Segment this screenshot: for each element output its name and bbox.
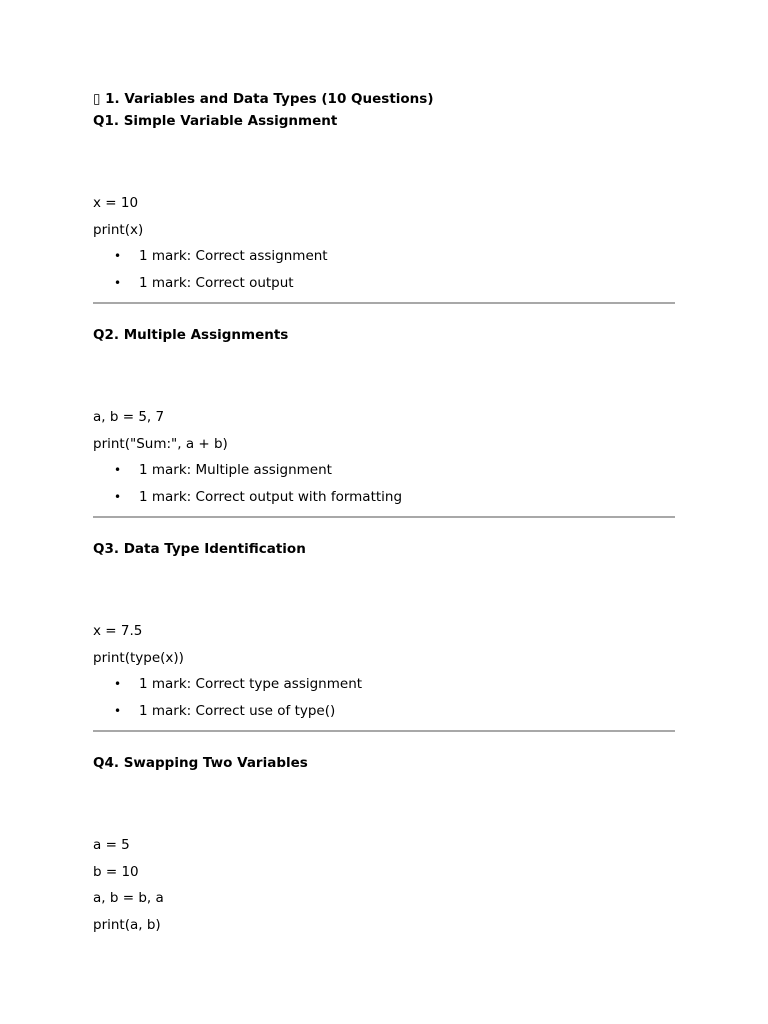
marks-list: [93, 243, 675, 296]
mark-item: [93, 243, 675, 270]
spacer: [93, 560, 675, 618]
marks-list: [93, 457, 675, 510]
horizontal-divider: [93, 302, 675, 304]
mark-text: 1 mark: Correct use of type(): [139, 702, 336, 719]
code-line: b = 10: [93, 863, 139, 880]
horizontal-divider: [93, 730, 675, 732]
code-line: x = 10: [93, 195, 139, 211]
bullet-icon: •: [114, 463, 122, 477]
mark-text: 1 mark: Correct output: [139, 274, 294, 291]
spacer: [93, 132, 675, 190]
bullet-icon: •: [114, 249, 122, 263]
bullet-icon: •: [114, 703, 122, 718]
section-heading: [93, 88, 675, 110]
code-line: x = 7.5: [93, 623, 143, 639]
bullet-icon: •: [114, 489, 122, 504]
code-line: print(type(x)): [93, 649, 184, 666]
question-title: Q1. Simple Variable Assignment: [93, 113, 338, 129]
question-4: [93, 752, 675, 938]
mark-item: [93, 671, 675, 698]
mark-item: [93, 457, 675, 484]
spacer: [93, 346, 675, 404]
question-1: [93, 110, 675, 304]
mark-item: [93, 484, 675, 511]
mark-text: 1 mark: Correct output with formatting: [139, 488, 403, 505]
horizontal-divider: [93, 516, 675, 518]
section-title: 1. Variables and Data Types (10 Questions): [105, 91, 434, 107]
question-title: Q2. Multiple Assignments: [93, 327, 289, 343]
mark-text: 1 mark: Correct assignment: [139, 248, 328, 264]
spacer: [93, 774, 675, 832]
question-2: [93, 324, 675, 518]
mark-item: [93, 698, 675, 725]
code-line: a, b = b, a: [93, 890, 164, 906]
mark-text: 1 mark: Correct type assignment: [139, 676, 363, 692]
question-3: [93, 538, 675, 732]
question-title: Q4. Swapping Two Variables: [93, 755, 308, 771]
code-line: print("Sum:", a + b): [93, 435, 228, 452]
mark-item: [93, 270, 675, 297]
section-icon: ▯: [93, 91, 101, 107]
code-line: a = 5: [93, 837, 130, 853]
document-page: [93, 84, 675, 938]
question-title: Q3. Data Type Identification: [93, 541, 306, 557]
bullet-icon: •: [114, 275, 122, 290]
mark-text: 1 mark: Multiple assignment: [139, 462, 332, 478]
bullet-icon: •: [114, 677, 122, 691]
code-line: print(a, b): [93, 916, 161, 933]
marks-list: [93, 671, 675, 724]
code-line: a, b = 5, 7: [93, 409, 165, 425]
code-line: print(x): [93, 221, 144, 238]
